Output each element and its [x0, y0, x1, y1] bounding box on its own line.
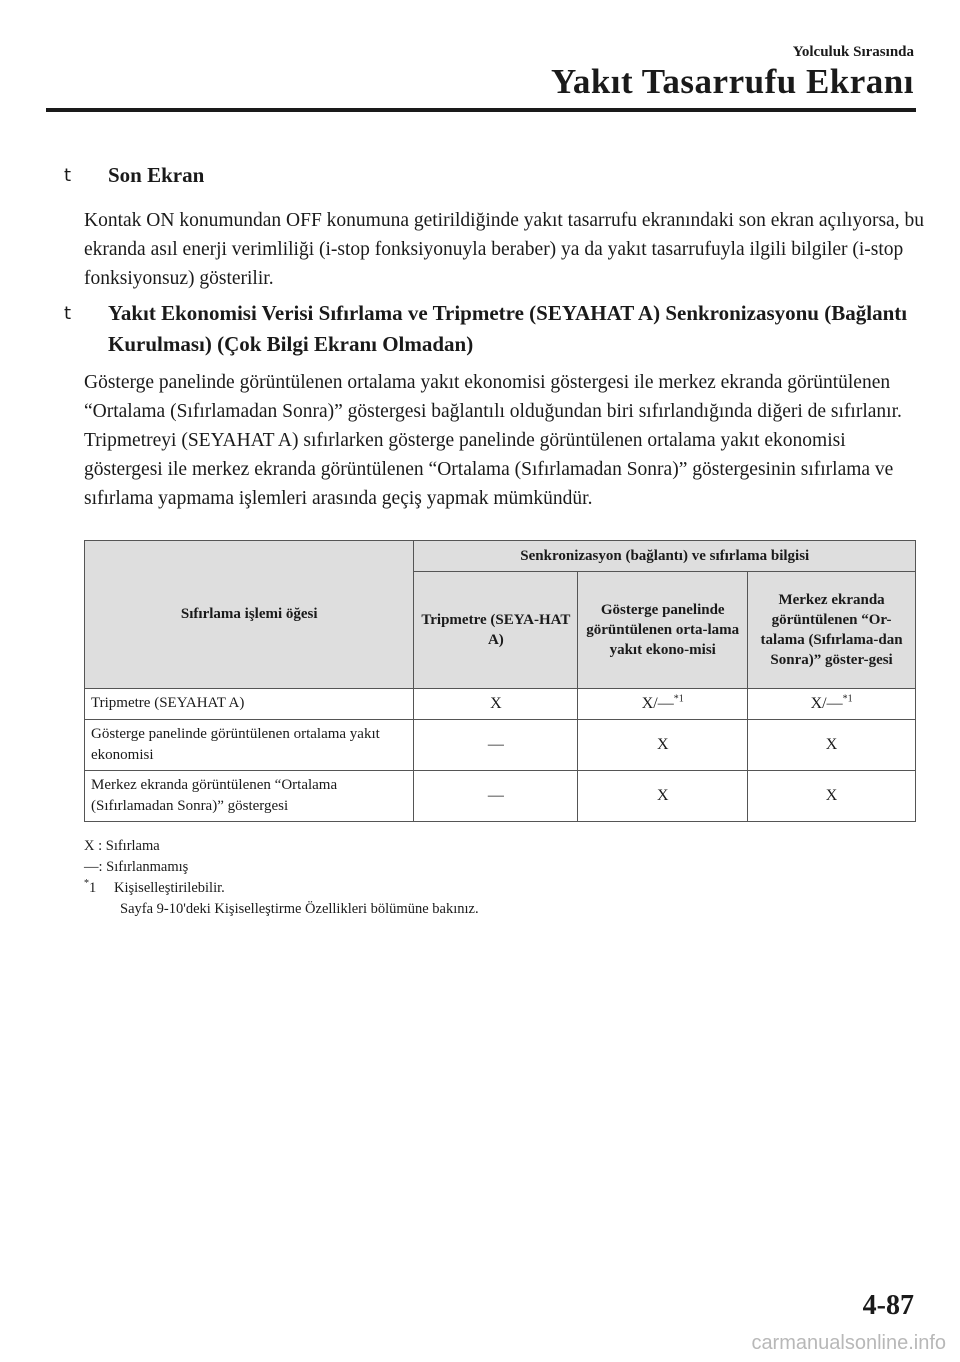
- table-header-group: Senkronizasyon (bağlantı) ve sıfırlama bilgisi: [414, 541, 916, 572]
- table-cell: X/—$^{*1}$: [578, 688, 748, 719]
- page-title: Yakıt Tasarrufu Ekranı: [550, 62, 914, 101]
- table-row: [85, 770, 916, 821]
- footnote-text: Kişiselleştirilebilir.: [114, 880, 225, 896]
- table-cell-item: Gösterge panelinde görüntülenen ortalama yakıt ekonomisi: [85, 719, 414, 770]
- heading-text: Son Ekran: [108, 163, 205, 187]
- heading-text: Yakıt Ekonomisi Verisi Sıfırlama ve Tripmetre (SEYAHAT A) Senkronizasyonu (Bağlantı Kurulması) (Çok Bilgi Ekranı Olmadan): [108, 301, 908, 356]
- heading-sync: [64, 298, 924, 360]
- table-cell: —: [414, 770, 578, 821]
- paragraph-son-ekran: Kontak ON konumundan OFF konumuna getirildiğinde yakıt tasarrufu ekranındaki son ekran açılıyorsa, bu ekranda asıl enerji verimliliği (i-stop fonksiyonuyla beraber) ya da yakıt tasarrufuyla ilgili bilgiler (i-stop fonksiyonsuz) gösterilir.: [84, 210, 924, 289]
- table-cell: X: [578, 719, 748, 770]
- page-number: 4-87: [862, 1290, 914, 1321]
- table-cell: X: [578, 770, 748, 821]
- table-header-col-center: Merkez ekranda görüntülenen “Or-talama (Sıfırlama-dan Sonra)” göster-gesi: [748, 572, 916, 688]
- bullet-marker-icon: t: [64, 165, 72, 186]
- paragraph-line: Gösterge panelinde görüntülenen ortalama yakıt ekonomisi göstergesi ile merkez ekranda görüntülenen “Ortalama (Sıfırlamadan Sonra)” göstergesi bağlantılı olduğundan biri sıfırlandığında diğeri de sıfırlanır.: [84, 372, 902, 422]
- watermark: carmanualsonline.info: [751, 1332, 946, 1354]
- header-divider: [46, 108, 916, 112]
- footnote-ref: *1: [673, 693, 684, 705]
- heading-son-ekran: [64, 160, 924, 191]
- footnote-ref: *1: [842, 693, 853, 705]
- table-cell: —: [414, 719, 578, 770]
- table-cell: X: [414, 688, 578, 719]
- table-notes: [84, 836, 784, 920]
- footnote-reference: Sayfa 9-10'deki Kişiselleştirme Özellikleri bölümüne bakınız.: [120, 901, 479, 917]
- paragraph-sync: [84, 368, 924, 513]
- table-header-item: Sıfırlama işlemi öğesi: [85, 541, 414, 689]
- table-row: [85, 719, 916, 770]
- legend-dash: —: Sıfırlanmamış: [84, 859, 189, 875]
- paragraph-line: Tripmetreyi (SEYAHAT A) sıfırlarken gösterge panelinde görüntülenen ortalama yakıt ekonomisi göstergesi ile merkez ekranda görüntülenen “Ortalama (Sıfırlamadan Sonra)” göstergesinin sıfırlama ve sıfırlama yapmama işlemleri arasında geçiş yapmak mümkündür.: [84, 430, 894, 509]
- legend-x: X : Sıfırlama: [84, 838, 160, 854]
- sync-table: [84, 540, 916, 822]
- table-cell: X/—$^{*1}$: [748, 688, 916, 719]
- section-title: Yolculuk Sırasında: [792, 44, 914, 60]
- table-header-col-panel: Gösterge panelinde görüntülenen orta-lama yakıt ekono-misi: [578, 572, 748, 688]
- table-row: [85, 688, 916, 719]
- table-cell: X: [748, 770, 916, 821]
- footnote-mark: *1: [84, 878, 97, 896]
- table-cell-item: Merkez ekranda görüntülenen “Ortalama (Sıfırlamadan Sonra)” göstergesi: [85, 770, 414, 821]
- footnote: [84, 878, 784, 899]
- bullet-marker-icon: t: [64, 303, 72, 324]
- table-cell: X: [748, 719, 916, 770]
- table-cell-item: Tripmetre (SEYAHAT A): [85, 688, 414, 719]
- table-header-col-tripmeter: Tripmetre (SEYA-HAT A): [414, 572, 578, 688]
